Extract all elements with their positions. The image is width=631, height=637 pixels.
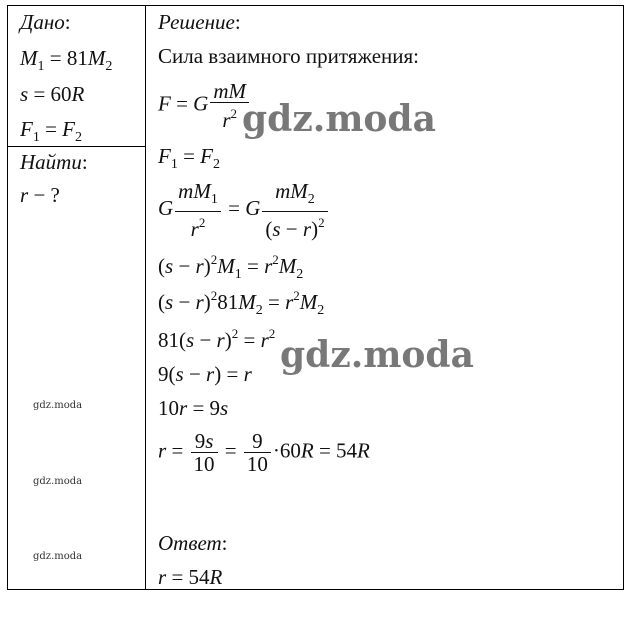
watermark-small-1: gdz.moda: [33, 400, 83, 411]
find-heading: Найти:: [20, 150, 88, 174]
table-bottom-border: [7, 589, 624, 590]
given-heading: Дано:: [20, 10, 71, 34]
formula-equation-4: $81(s - r)^2 = r^2$: [158, 326, 276, 352]
formula-gravitation: F = G $\frac{mM}{r^2}$: [158, 80, 251, 131]
answer-heading: Ответ:: [158, 531, 228, 555]
given-line-distance: s = 60R: [20, 82, 85, 106]
formula-forces-equal: $F_1 = F_2$: [158, 144, 220, 172]
formula-equation-3: $(s - r)^281M_2 = r^2M_2$: [158, 288, 325, 318]
table-left-border: [7, 5, 8, 590]
table-right-border: [623, 5, 624, 590]
given-line-forces: $F_1 = F_2$: [20, 117, 82, 145]
watermark-small-3: gdz.moda: [33, 551, 83, 562]
find-line: r − ?: [20, 183, 60, 207]
solution-intro: Сила взаимного притяжения:: [158, 44, 419, 68]
watermark-small-2: gdz.moda: [33, 476, 83, 487]
given-line-mass: $M_1 = 81M_2$: [20, 46, 113, 74]
formula-equation-6: 10r = 9s: [158, 396, 229, 420]
watermark-big-1: gdz.moda: [242, 98, 436, 140]
formula-equation-1: G $\frac{mM_1}{r^2}$ = G $\frac{mM_2}{(s - r)^2}$: [158, 180, 330, 240]
formula-equation-5: 9(s − r) = r: [158, 362, 252, 386]
watermark-big-2: gdz.moda: [280, 334, 474, 376]
table-column-divider: [145, 5, 146, 590]
answer-value: r = 54R: [158, 565, 223, 589]
formula-equation-2: $(s - r)^2M_1 = r^2M_2$: [158, 252, 304, 282]
solution-heading: Решение:: [158, 10, 241, 34]
formula-result: r = $\frac{9s}{10}$ = $\frac{9}{10}$ ·60R = 54R: [158, 429, 370, 476]
table-top-border: [7, 5, 624, 6]
